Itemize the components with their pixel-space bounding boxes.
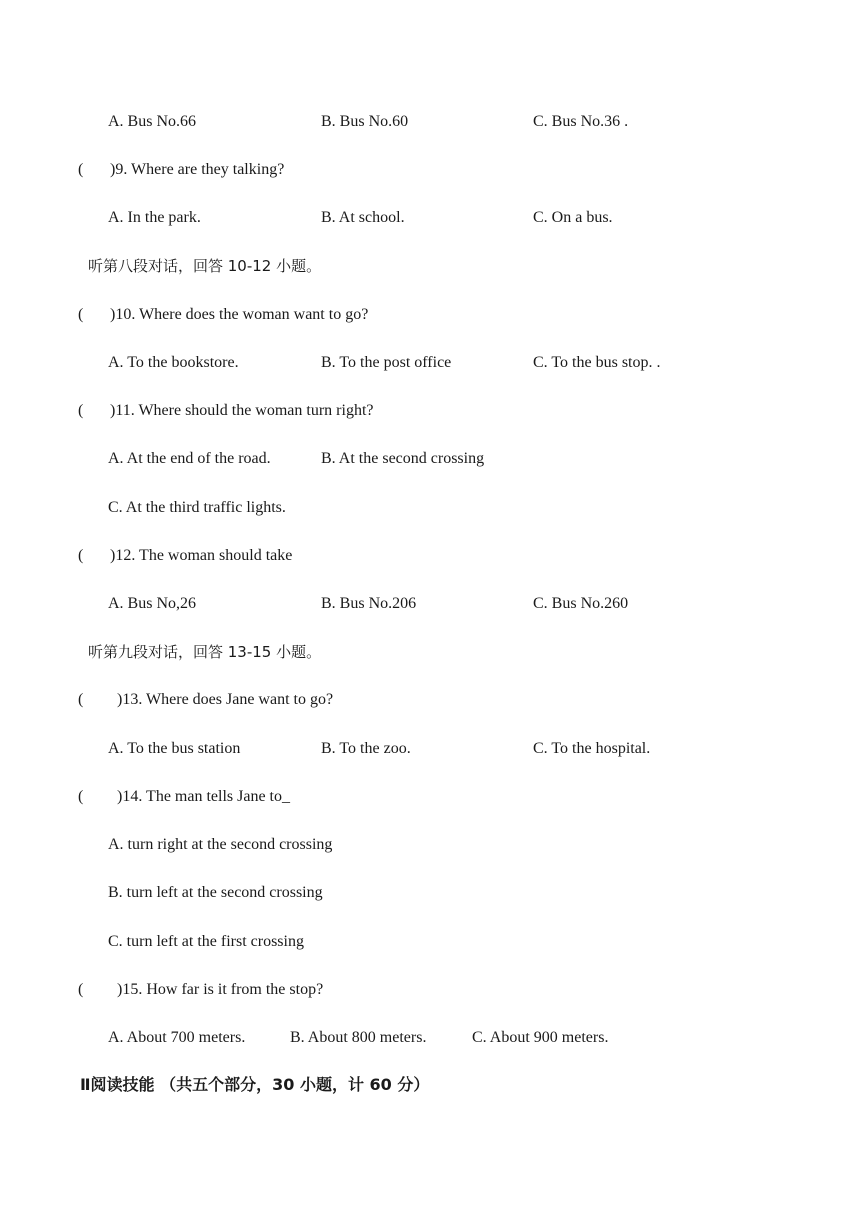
q8-option-c: C. Bus No.36 . — [533, 113, 629, 130]
q15-option-a: A. About 700 meters. — [108, 1029, 246, 1046]
q8-option-a: A. Bus No.66 — [108, 113, 197, 130]
q10-paren: ( — [78, 306, 84, 323]
q15-option-c: C. About 900 meters. — [472, 1029, 609, 1046]
q9-paren: ( — [78, 161, 84, 178]
q14-option-b: B. turn left at the second crossing — [108, 884, 323, 901]
q12-option-a: A. Bus No,26 — [108, 595, 197, 612]
q13-option-c: C. To the hospital. — [533, 740, 651, 757]
q9-option-a: A. In the park. — [108, 209, 201, 226]
q10-option-c: C. To the bus stop. . — [533, 354, 661, 371]
q11-paren: ( — [78, 402, 84, 419]
q11-option-b: B. At the second crossing — [321, 450, 485, 467]
q11-option-a: A. At the end of the road. — [108, 450, 271, 467]
q15-paren: ( — [78, 981, 84, 998]
q12-option-b: B. Bus No.206 — [321, 595, 417, 612]
q9-option-b: B. At school. — [321, 209, 405, 226]
q15-question: )15. How far is it from the stop? — [117, 981, 324, 998]
q9-option-c: C. On a bus. — [533, 209, 613, 226]
q10-option-b: B. To the post office — [321, 354, 452, 371]
q10-option-a: A. To the bookstore. — [108, 354, 239, 371]
q12-paren: ( — [78, 547, 84, 564]
section-8-instruction: 听第八段对话，回答 10-12 小题。 — [88, 257, 322, 275]
q10-question: )10. Where does the woman want to go? — [110, 306, 369, 323]
q11-option-c: C. At the third traffic lights. — [108, 499, 286, 516]
q9-question: )9. Where are they talking? — [110, 161, 285, 178]
q8-option-b: B. Bus No.60 — [321, 113, 409, 130]
q13-paren: ( — [78, 691, 84, 708]
q13-option-b: B. To the zoo. — [321, 740, 411, 757]
q15-option-b: B. About 800 meters. — [290, 1029, 427, 1046]
q14-option-a: A. turn right at the second crossing — [108, 836, 333, 853]
section-9-instruction: 听第九段对话，回答 13-15 小题。 — [88, 643, 322, 661]
q14-question: )14. The man tells Jane to_ — [117, 788, 290, 805]
q13-question: )13. Where does Jane want to go? — [117, 691, 334, 708]
part-2-heading: Ⅱ阅读技能 （共五个部分，30 小题，计 60 分） — [80, 1075, 430, 1094]
q12-option-c: C. Bus No.260 — [533, 595, 629, 612]
q14-option-c: C. turn left at the first crossing — [108, 933, 304, 950]
q13-option-a: A. To the bus station — [108, 740, 241, 757]
q11-question: )11. Where should the woman turn right? — [110, 402, 374, 419]
q14-paren: ( — [78, 788, 84, 805]
q12-question: )12. The woman should take — [110, 547, 293, 564]
